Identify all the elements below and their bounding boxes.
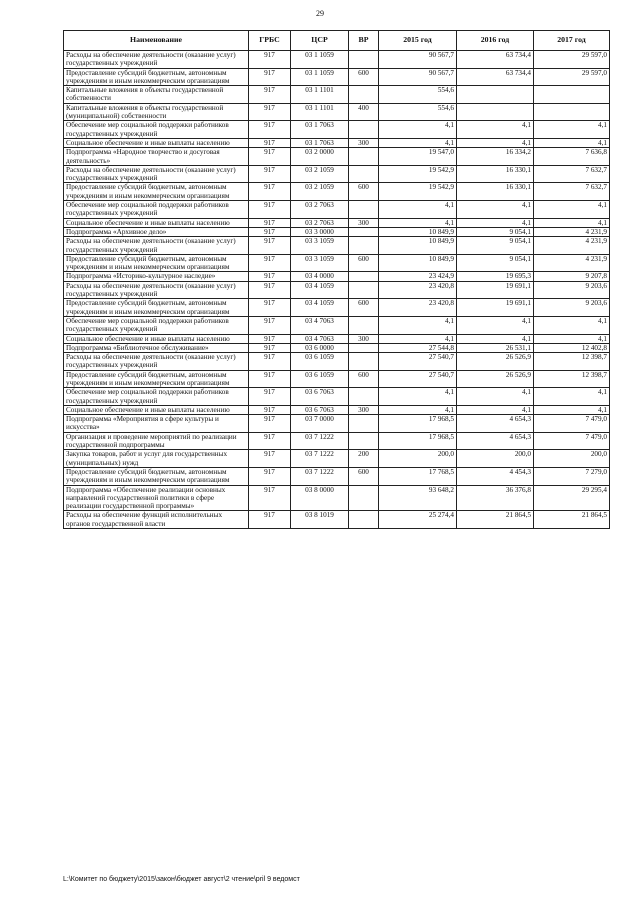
cell-2015: 10 849,9 xyxy=(379,227,457,236)
table-row xyxy=(64,237,610,255)
cell-2017: 4,1 xyxy=(534,138,610,147)
cell-grbs: 917 xyxy=(249,353,291,371)
cell-2017: 12 398,7 xyxy=(534,353,610,371)
cell-2015: 19 542,9 xyxy=(379,183,457,201)
cell-name: Закупка товаров, работ и услуг для государственных (муниципальных) нужд xyxy=(64,450,249,468)
cell-2015: 27 540,7 xyxy=(379,353,457,371)
cell-2015: 90 567,7 xyxy=(379,68,457,86)
cell-grbs: 917 xyxy=(249,388,291,406)
cell-vr xyxy=(349,86,379,104)
cell-vr: 300 xyxy=(349,334,379,343)
cell-grbs: 917 xyxy=(249,415,291,433)
table-row xyxy=(64,51,610,69)
cell-2015: 90 567,7 xyxy=(379,51,457,69)
cell-2016: 4 454,3 xyxy=(457,467,534,485)
cell-name: Расходы на обеспечение функций исполнительных органов государственной власти xyxy=(64,511,249,529)
table-row xyxy=(64,432,610,450)
cell-csr: 03 7 1222 xyxy=(291,450,349,468)
cell-grbs: 917 xyxy=(249,86,291,104)
cell-2017: 29 597,0 xyxy=(534,51,610,69)
header-2017: 2017 год xyxy=(534,31,610,51)
cell-csr: 03 4 0000 xyxy=(291,272,349,281)
cell-csr: 03 6 7063 xyxy=(291,388,349,406)
cell-2017: 7 632,7 xyxy=(534,183,610,201)
cell-2017: 12 402,8 xyxy=(534,343,610,352)
cell-grbs: 917 xyxy=(249,272,291,281)
cell-csr: 03 1 1101 xyxy=(291,103,349,121)
cell-vr xyxy=(349,511,379,529)
cell-2015: 17 768,5 xyxy=(379,467,457,485)
cell-2015: 200,0 xyxy=(379,450,457,468)
cell-grbs: 917 xyxy=(249,68,291,86)
cell-name: Подпрограмма «Библиотечное обслуживание» xyxy=(64,343,249,352)
table-body xyxy=(64,51,610,529)
cell-2015: 19 547,0 xyxy=(379,148,457,166)
cell-name: Расходы на обеспечение деятельности (оказание услуг) государственных учреждений xyxy=(64,237,249,255)
cell-vr xyxy=(349,148,379,166)
cell-csr: 03 6 1059 xyxy=(291,353,349,371)
cell-2017: 4 231,9 xyxy=(534,237,610,255)
cell-2017: 7 479,0 xyxy=(534,415,610,433)
cell-2015: 27 544,8 xyxy=(379,343,457,352)
cell-vr: 600 xyxy=(349,183,379,201)
cell-csr: 03 7 1222 xyxy=(291,467,349,485)
cell-name: Социальное обеспечение и иные выплаты населению xyxy=(64,138,249,147)
table-row xyxy=(64,272,610,281)
cell-grbs: 917 xyxy=(249,432,291,450)
cell-2017 xyxy=(534,86,610,104)
cell-csr: 03 4 1059 xyxy=(291,299,349,317)
cell-vr: 300 xyxy=(349,138,379,147)
cell-2016: 4,1 xyxy=(457,138,534,147)
header-2016: 2016 год xyxy=(457,31,534,51)
table-row xyxy=(64,254,610,272)
table-row xyxy=(64,405,610,414)
cell-2015: 10 849,9 xyxy=(379,254,457,272)
cell-2016: 9 054,1 xyxy=(457,254,534,272)
page-number: 29 xyxy=(316,9,324,18)
table-row xyxy=(64,388,610,406)
cell-2015: 17 968,5 xyxy=(379,415,457,433)
cell-vr: 600 xyxy=(349,68,379,86)
cell-2015: 4,1 xyxy=(379,218,457,227)
cell-2017: 29 295,4 xyxy=(534,485,610,511)
cell-2017 xyxy=(534,103,610,121)
cell-vr xyxy=(349,415,379,433)
table-row xyxy=(64,343,610,352)
cell-name: Обеспечение мер социальной поддержки работников государственных учреждений xyxy=(64,388,249,406)
cell-csr: 03 2 7063 xyxy=(291,201,349,219)
header-csr: ЦСР xyxy=(291,31,349,51)
cell-name: Подпрограмма «Историко-культурное наследие» xyxy=(64,272,249,281)
cell-grbs: 917 xyxy=(249,103,291,121)
cell-grbs: 917 xyxy=(249,227,291,236)
cell-2016: 19 695,3 xyxy=(457,272,534,281)
table-row xyxy=(64,511,610,529)
cell-csr: 03 4 7063 xyxy=(291,334,349,343)
header-vr: ВР xyxy=(349,31,379,51)
table-row xyxy=(64,450,610,468)
cell-vr xyxy=(349,237,379,255)
cell-csr: 03 7 0000 xyxy=(291,415,349,433)
cell-2016: 9 054,1 xyxy=(457,227,534,236)
cell-name: Предоставление субсидий бюджетным, автономным учреждениям и иным некоммерческим организациям xyxy=(64,254,249,272)
cell-2016: 4,1 xyxy=(457,405,534,414)
table-row xyxy=(64,316,610,334)
cell-vr: 200 xyxy=(349,450,379,468)
cell-grbs: 917 xyxy=(249,148,291,166)
cell-2017: 4,1 xyxy=(534,121,610,139)
cell-vr xyxy=(349,281,379,299)
cell-vr: 600 xyxy=(349,370,379,388)
cell-2015: 10 849,9 xyxy=(379,237,457,255)
cell-2015: 4,1 xyxy=(379,201,457,219)
cell-name: Социальное обеспечение и иные выплаты населению xyxy=(64,405,249,414)
cell-2016 xyxy=(457,103,534,121)
cell-2016: 21 864,5 xyxy=(457,511,534,529)
cell-csr: 03 2 0000 xyxy=(291,148,349,166)
cell-2017: 9 203,6 xyxy=(534,281,610,299)
cell-name: Подпрограмма «Мероприятия в сфере культуры и искусства» xyxy=(64,415,249,433)
table-row xyxy=(64,281,610,299)
cell-name: Предоставление субсидий бюджетным, автономным учреждениям и иным некоммерческим организациям xyxy=(64,183,249,201)
cell-grbs: 917 xyxy=(249,343,291,352)
table-row xyxy=(64,148,610,166)
cell-2016: 16 334,2 xyxy=(457,148,534,166)
cell-grbs: 917 xyxy=(249,511,291,529)
cell-2015: 27 540,7 xyxy=(379,370,457,388)
cell-2016: 19 691,1 xyxy=(457,299,534,317)
cell-2017: 9 203,6 xyxy=(534,299,610,317)
cell-grbs: 917 xyxy=(249,334,291,343)
cell-name: Предоставление субсидий бюджетным, автономным учреждениям и иным некоммерческим организациям xyxy=(64,68,249,86)
cell-csr: 03 1 7063 xyxy=(291,138,349,147)
table-row xyxy=(64,86,610,104)
cell-name: Расходы на обеспечение деятельности (оказание услуг) государственных учреждений xyxy=(64,281,249,299)
cell-csr: 03 8 1019 xyxy=(291,511,349,529)
cell-csr: 03 1 7063 xyxy=(291,121,349,139)
cell-name: Обеспечение мер социальной поддержки работников государственных учреждений xyxy=(64,201,249,219)
cell-2016: 16 330,1 xyxy=(457,183,534,201)
cell-2017: 4,1 xyxy=(534,218,610,227)
cell-2016: 36 376,8 xyxy=(457,485,534,511)
cell-grbs: 917 xyxy=(249,51,291,69)
cell-2017: 9 207,8 xyxy=(534,272,610,281)
table-row xyxy=(64,370,610,388)
cell-vr xyxy=(349,227,379,236)
table-row xyxy=(64,103,610,121)
cell-2016: 9 054,1 xyxy=(457,237,534,255)
cell-csr: 03 2 1059 xyxy=(291,165,349,183)
cell-csr: 03 7 1222 xyxy=(291,432,349,450)
cell-grbs: 917 xyxy=(249,467,291,485)
cell-name: Социальное обеспечение и иные выплаты населению xyxy=(64,334,249,343)
cell-csr: 03 6 7063 xyxy=(291,405,349,414)
cell-csr: 03 6 0000 xyxy=(291,343,349,352)
cell-vr: 600 xyxy=(349,299,379,317)
cell-csr: 03 1 1059 xyxy=(291,51,349,69)
table-row xyxy=(64,183,610,201)
cell-csr: 03 3 1059 xyxy=(291,254,349,272)
cell-vr: 600 xyxy=(349,467,379,485)
cell-name: Расходы на обеспечение деятельности (оказание услуг) государственных учреждений xyxy=(64,353,249,371)
cell-vr xyxy=(349,388,379,406)
cell-2017: 4,1 xyxy=(534,388,610,406)
cell-2017: 7 636,8 xyxy=(534,148,610,166)
cell-csr: 03 6 1059 xyxy=(291,370,349,388)
cell-name: Расходы на обеспечение деятельности (оказание услуг) государственных учреждений xyxy=(64,165,249,183)
cell-2015: 4,1 xyxy=(379,405,457,414)
cell-name: Предоставление субсидий бюджетным, автономным учреждениям и иным некоммерческим организациям xyxy=(64,467,249,485)
cell-2016: 26 526,9 xyxy=(457,353,534,371)
cell-2017: 4,1 xyxy=(534,316,610,334)
cell-2017: 4,1 xyxy=(534,201,610,219)
cell-grbs: 917 xyxy=(249,201,291,219)
cell-vr xyxy=(349,343,379,352)
cell-grbs: 917 xyxy=(249,485,291,511)
cell-grbs: 917 xyxy=(249,165,291,183)
table-row xyxy=(64,218,610,227)
cell-name: Организация и проведение мероприятий по реализации государственной подпрограммы xyxy=(64,432,249,450)
table-row xyxy=(64,68,610,86)
cell-name: Социальное обеспечение и иные выплаты населению xyxy=(64,218,249,227)
cell-2016: 4 654,3 xyxy=(457,432,534,450)
cell-2017: 29 597,0 xyxy=(534,68,610,86)
cell-2016: 4,1 xyxy=(457,218,534,227)
header-grbs: ГРБС xyxy=(249,31,291,51)
cell-name: Обеспечение мер социальной поддержки работников государственных учреждений xyxy=(64,121,249,139)
table-row xyxy=(64,201,610,219)
table-row xyxy=(64,467,610,485)
cell-vr xyxy=(349,432,379,450)
table-header-row xyxy=(64,31,610,51)
cell-vr xyxy=(349,201,379,219)
cell-vr xyxy=(349,121,379,139)
cell-grbs: 917 xyxy=(249,237,291,255)
cell-2016: 4,1 xyxy=(457,201,534,219)
cell-name: Обеспечение мер социальной поддержки работников государственных учреждений xyxy=(64,316,249,334)
cell-csr: 03 3 0000 xyxy=(291,227,349,236)
cell-2017: 4,1 xyxy=(534,405,610,414)
cell-2016: 63 734,4 xyxy=(457,68,534,86)
header-2015: 2015 год xyxy=(379,31,457,51)
cell-grbs: 917 xyxy=(249,316,291,334)
cell-2017: 12 398,7 xyxy=(534,370,610,388)
cell-grbs: 917 xyxy=(249,218,291,227)
cell-2015: 4,1 xyxy=(379,316,457,334)
table-row xyxy=(64,165,610,183)
table-row xyxy=(64,334,610,343)
cell-2016: 4,1 xyxy=(457,334,534,343)
cell-csr: 03 4 1059 xyxy=(291,281,349,299)
cell-2015: 19 542,9 xyxy=(379,165,457,183)
cell-vr: 300 xyxy=(349,405,379,414)
cell-2015: 25 274,4 xyxy=(379,511,457,529)
cell-2016: 4,1 xyxy=(457,316,534,334)
table-row xyxy=(64,415,610,433)
table-row xyxy=(64,299,610,317)
cell-2015: 23 420,8 xyxy=(379,299,457,317)
cell-grbs: 917 xyxy=(249,138,291,147)
cell-2017: 4 231,9 xyxy=(534,254,610,272)
footer-file-path: L:\Комитет по бюджету\2015\закон\бюджет август\2 чтение\pril 9 ведомст xyxy=(63,876,300,883)
cell-grbs: 917 xyxy=(249,450,291,468)
cell-name: Предоставление субсидий бюджетным, автономным учреждениям и иным некоммерческим организациям xyxy=(64,299,249,317)
cell-vr: 300 xyxy=(349,218,379,227)
cell-2017: 200,0 xyxy=(534,450,610,468)
table-row xyxy=(64,353,610,371)
cell-2015: 554,6 xyxy=(379,86,457,104)
cell-grbs: 917 xyxy=(249,121,291,139)
cell-2017: 7 479,0 xyxy=(534,432,610,450)
cell-name: Подпрограмма «Обеспечение реализации основных направлений государственной политики в сфере реализации государственной программы» xyxy=(64,485,249,511)
cell-csr: 03 4 7063 xyxy=(291,316,349,334)
cell-2016: 4,1 xyxy=(457,388,534,406)
cell-2017: 4 231,9 xyxy=(534,227,610,236)
cell-2015: 23 424,9 xyxy=(379,272,457,281)
cell-2015: 4,1 xyxy=(379,334,457,343)
cell-2016: 200,0 xyxy=(457,450,534,468)
cell-vr: 400 xyxy=(349,103,379,121)
cell-vr xyxy=(349,485,379,511)
table-row xyxy=(64,227,610,236)
cell-2017: 7 279,0 xyxy=(534,467,610,485)
cell-csr: 03 1 1059 xyxy=(291,68,349,86)
cell-2017: 4,1 xyxy=(534,334,610,343)
cell-name: Расходы на обеспечение деятельности (оказание услуг) государственных учреждений xyxy=(64,51,249,69)
cell-vr xyxy=(349,51,379,69)
cell-name: Предоставление субсидий бюджетным, автономным учреждениям и иным некоммерческим организациям xyxy=(64,370,249,388)
budget-table xyxy=(63,30,610,529)
header-name: Наименование xyxy=(64,31,249,51)
cell-2017: 21 864,5 xyxy=(534,511,610,529)
cell-vr xyxy=(349,353,379,371)
cell-grbs: 917 xyxy=(249,370,291,388)
cell-2015: 4,1 xyxy=(379,388,457,406)
cell-csr: 03 3 1059 xyxy=(291,237,349,255)
cell-2017: 7 632,7 xyxy=(534,165,610,183)
cell-grbs: 917 xyxy=(249,254,291,272)
cell-2016 xyxy=(457,86,534,104)
table-row xyxy=(64,138,610,147)
cell-2016: 4 654,3 xyxy=(457,415,534,433)
cell-2015: 4,1 xyxy=(379,121,457,139)
cell-name: Подпрограмма «Архивное дело» xyxy=(64,227,249,236)
cell-2015: 554,6 xyxy=(379,103,457,121)
cell-2016: 4,1 xyxy=(457,121,534,139)
cell-vr: 600 xyxy=(349,254,379,272)
cell-vr xyxy=(349,165,379,183)
cell-2016: 26 531,1 xyxy=(457,343,534,352)
cell-name: Капитальные вложения в объекты государственной собственности xyxy=(64,86,249,104)
table-row xyxy=(64,485,610,511)
table-row xyxy=(64,121,610,139)
cell-2015: 4,1 xyxy=(379,138,457,147)
cell-vr xyxy=(349,316,379,334)
cell-2016: 26 526,9 xyxy=(457,370,534,388)
cell-name: Капитальные вложения в объекты государственной (муниципальной) собственности xyxy=(64,103,249,121)
cell-csr: 03 8 0000 xyxy=(291,485,349,511)
cell-name: Подпрограмма «Народное творчество и досуговая деятельность» xyxy=(64,148,249,166)
cell-2015: 23 420,8 xyxy=(379,281,457,299)
cell-2015: 17 968,5 xyxy=(379,432,457,450)
cell-2016: 16 330,1 xyxy=(457,165,534,183)
cell-2016: 19 691,1 xyxy=(457,281,534,299)
cell-grbs: 917 xyxy=(249,281,291,299)
cell-vr xyxy=(349,272,379,281)
cell-csr: 03 2 1059 xyxy=(291,183,349,201)
cell-csr: 03 1 1101 xyxy=(291,86,349,104)
cell-grbs: 917 xyxy=(249,299,291,317)
cell-csr: 03 2 7063 xyxy=(291,218,349,227)
cell-2016: 63 734,4 xyxy=(457,51,534,69)
cell-2015: 93 648,2 xyxy=(379,485,457,511)
cell-grbs: 917 xyxy=(249,405,291,414)
cell-grbs: 917 xyxy=(249,183,291,201)
